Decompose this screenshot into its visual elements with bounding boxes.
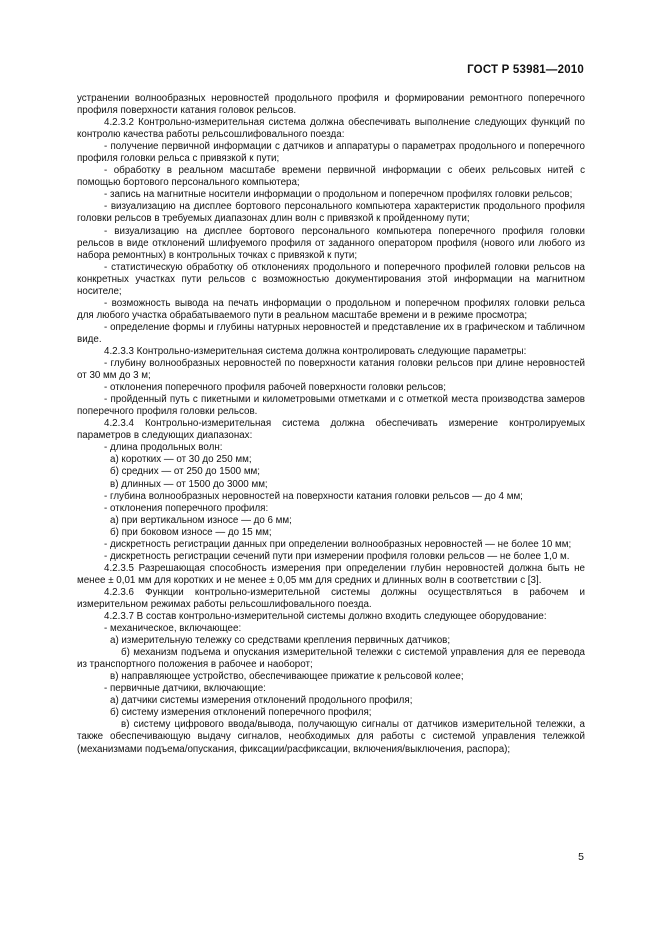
paragraph: - обработку в реальном масштабе времени первичной информации с обеих рельсовых нитей с помощью бортового персонального компьютера; <box>77 165 585 189</box>
paragraph: - первичные датчики, включающие: <box>104 683 266 695</box>
paragraph: 4.2.3.3 Контрольно-измерительная система должна контролировать следующие параметры: <box>104 345 527 357</box>
paragraph: - отклонения поперечного профиля рабочей поверхности головки рельсов; <box>104 382 446 394</box>
paragraph: 4.2.3.6 Функции контрольно-измерительной системы должны осуществляться в рабочем и измерительном режимах работы рельсошлифовального поезда. <box>77 586 585 610</box>
paragraph: - отклонения поперечного профиля: <box>104 502 269 514</box>
paragraph: 4.2.3.5 Разрешающая способность измерения при определении глубин неровностей должна быть не менее ± 0,01 мм для коротких и не менее ± 0,05 мм для средних и длинных волн в соответствии с [3]. <box>77 562 585 586</box>
paragraph: 4.2.3.4 Контрольно-измерительная система должна обеспечивать измерение контролируемых параметров в следующих диапазонах: <box>77 418 585 442</box>
paragraph: б) средних — от 250 до 1500 мм; <box>110 466 261 478</box>
paragraph: - статистическую обработку об отклонениях продольного и поперечного профилей головки рельсов на конкретных участках пути рельсов с возможностью документирования этой информации на магнитном носителе; <box>77 261 585 297</box>
paragraph: - запись на магнитные носители информации о продольном и поперечном профилях головки рельсов; <box>104 189 573 201</box>
paragraph: - получение первичной информации с датчиков и аппаратуры о параметрах продольного и поперечного профиля головки рельса с привязкой к пути; <box>77 141 585 165</box>
paragraph: - визуализацию на дисплее бортового персонального компьютера характеристик продольного профиля головки рельсов в требуемых диапазонах длин волн с привязкой к пройденному пути; <box>77 201 585 225</box>
document-header: ГОСТ Р 53981—2010 <box>467 64 584 76</box>
paragraph: в) направляющее устройство, обеспечивающее прижатие к рельсовой колее; <box>110 671 464 683</box>
paragraph: - дискретность регистрации данных при определении волнообразных неровностей — не более 10 мм; <box>104 538 572 550</box>
paragraph: а) при вертикальном износе — до 6 мм; <box>110 514 292 526</box>
paragraph: - длина продольных волн: <box>104 442 223 454</box>
page-number: 5 <box>578 851 584 863</box>
paragraph: - дискретность регистрации сечений пути при измерении профиля головки рельсов — не более 1,0 м. <box>104 550 570 562</box>
paragraph: б) при боковом износе — до 15 мм; <box>110 526 272 538</box>
paragraph: 4.2.3.7 В состав контрольно-измерительной системы должно входить следующее оборудование: <box>104 611 547 623</box>
paragraph: устранении волнообразных неровностей продольного профиля и формировании ремонтного поперечного профиля поверхности катания головок рельсов. <box>77 93 585 117</box>
paragraph: - пройденный путь с пикетными и километровыми отметками и с отметкой места производства замеров поперечного профиля головки рельсов. <box>77 394 585 418</box>
paragraph: - определение формы и глубины натурных неровностей и представление их в графическом и табличном виде. <box>77 321 585 345</box>
paragraph: 4.2.3.2 Контрольно-измерительная система должна обеспечивать выполнение следующих функций по контролю качества работы рельсошлифовального поезда: <box>77 117 585 141</box>
paragraph: а) измерительную тележку со средствами крепления первичных датчиков; <box>110 635 451 647</box>
paragraph: а) датчики системы измерения отклонений продольного профиля; <box>110 695 413 707</box>
paragraph: а) коротких — от 30 до 250 мм; <box>110 454 252 466</box>
paragraph: - глубину волнообразных неровностей по поверхности катания головки рельсов при длине неровностей от 30 мм до 3 м; <box>77 358 585 382</box>
paragraph: б) систему измерения отклонений поперечного профиля; <box>110 707 372 719</box>
paragraph: - визуализацию на дисплее бортового персонального компьютера поперечного профиля головки рельсов в виде отклонений шлифуемого профиля от заданного оператором профиля (нового или любого из набора ремонтных) в контрольных точках с привязкой к пути; <box>77 225 585 261</box>
paragraph: - возможность вывода на печать информации о продольном и поперечном профилях головки рельса для любого участка обрабатываемого пути в реальном масштабе времени и в режиме просмотра; <box>77 297 585 321</box>
paragraph: - механическое, включающее: <box>104 623 242 635</box>
body-text <box>77 93 585 756</box>
paragraph: б) механизм подъема и опускания измерительной тележки с системой управления для ее перевода из транспортного положения в рабочее и наоборот; <box>77 647 585 671</box>
paragraph: - глубина волнообразных неровностей на поверхности катания головки рельсов — до 4 мм; <box>104 490 523 502</box>
paragraph: в) длинных — от 1500 до 3000 мм; <box>110 478 268 490</box>
paragraph: в) систему цифрового ввода/вывода, получающую сигналы от датчиков измерительной тележки, а также обеспечивающую выдачу сигналов, необходимых для работы с системой управления тележкой (механизмами подъема/опускания, фиксации/расфиксации, включения/выключения, распора); <box>77 719 585 755</box>
